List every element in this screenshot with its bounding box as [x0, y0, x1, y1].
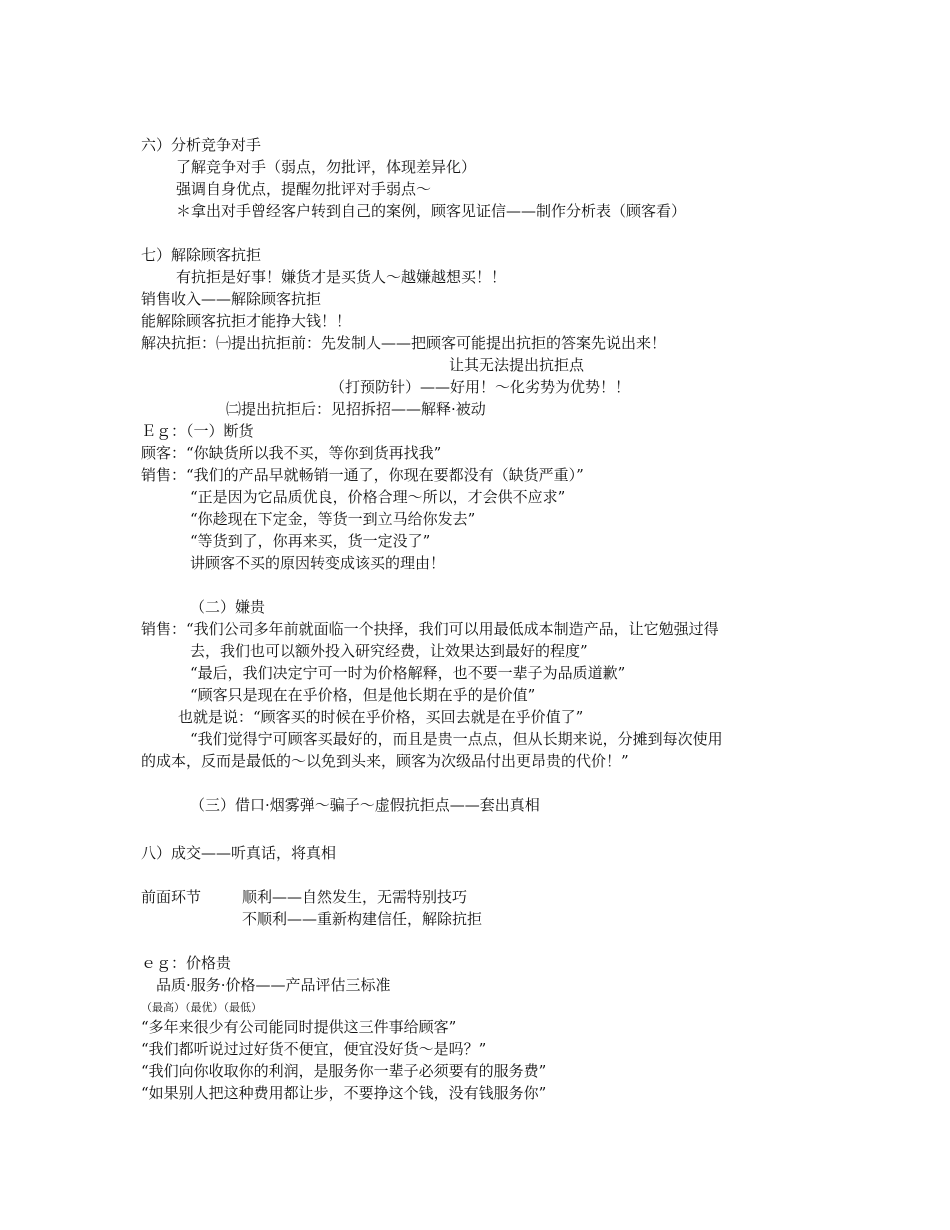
text-line: 能解除顾客抗拒才能挣大钱！！ [141, 312, 352, 330]
text-line: 品质·服务·价格——产品评估三标准 [156, 976, 391, 994]
small-note: （最高）（最优）（最低） [141, 1001, 262, 1014]
text-line: 也就是说：“顾客买的时候在乎价格，买回去就是在乎价值了” [178, 708, 584, 726]
section-8-heading: 八）成交——听真话，将真相 [141, 844, 337, 862]
example-title: ｅｇ：价格贵 [141, 954, 232, 972]
text-line: （打预防针）——好用！～化劣势为优势！！ [330, 378, 631, 396]
text-line: 不顺利——重新构建信任，解除抗拒 [242, 910, 483, 928]
text-line: “你趁现在下定金，等货一到立马给你发去” [190, 510, 476, 528]
text-line: 销售收入——解除顾客抗拒 [141, 290, 322, 308]
text-line: 有抗拒是好事！嫌货才是买货人～越嫌越想买！！ [176, 268, 507, 286]
text-line: “顾客只是现在在乎价格，但是他长期在乎的是价值” [190, 686, 536, 704]
text-line: 销售：“我们的产品早就畅销一通了，你现在要都没有（缺货严重）” [141, 466, 584, 484]
text-line: 了解竞争对手（弱点，勿批评，体现差异化） [176, 158, 477, 176]
text-line: 解决抗拒：㈠提出抗拒前：先发制人——把顾客可能提出抗拒的答案先说出来！ [141, 334, 667, 352]
text-line: “我们都听说过过好货不便宜，便宜没好货～是吗？” [141, 1040, 487, 1058]
text-line: 顺利——自然发生，无需特别技巧 [242, 888, 468, 906]
text-line: “如果别人把这种费用都让步，不要挣这个钱，没有钱服务你” [141, 1084, 547, 1102]
section-6-heading: 六）分析竞争对手 [141, 136, 262, 154]
text-line: 的成本，反而是最低的～以免到头来，顾客为次级品付出更昂贵的代价！” [141, 752, 629, 770]
text-line: ＊拿出对手曾经客户转到自己的案例，顾客见证信——制作分析表（顾客看） [176, 202, 687, 220]
text-line: “等货到了，你再来买，货一定没了” [190, 532, 431, 550]
text-line: “正是因为它品质优良，价格合理～所以，才会供不应求” [190, 488, 566, 506]
text-line: “我们向你收取你的利润，是服务你一辈子必须要有的服务费” [141, 1062, 547, 1080]
text-line: ㈡提出抗拒后：见招拆招——解释·被动 [226, 400, 486, 418]
text-line: “我们觉得宁可顾客买最好的，而且是贵一点点，但从长期来说，分摊到每次使用 [190, 730, 723, 748]
text-line: 顾客：“你缺货所以我不买，等你到货再找我” [141, 444, 442, 462]
section-7-heading: 七）解除顾客抗拒 [141, 246, 262, 264]
example-title: （二）嫌贵 [190, 598, 266, 616]
text-line: 让其无法提出抗拒点 [449, 356, 585, 374]
text-line: 去，我们也可以额外投入研究经费，让效果达到最好的程度” [190, 642, 588, 660]
example-title: （三）借口·烟雾弹～骗子～虚假抗拒点——套出真相 [190, 796, 540, 814]
text-line: “最后，我们决定宁可一时为价格解释，也不要一辈子为品质道歉” [190, 664, 626, 682]
text-line: 讲顾客不买的原因转变成该买的理由！ [190, 554, 446, 572]
text-line: 销售：“我们公司多年前就面临一个抉择，我们可以用最低成本制造产品，让它勉强过得 [141, 620, 719, 638]
text-line: 前面环节 [141, 888, 202, 906]
text-line: 强调自身优点，提醒勿批评对手弱点～ [176, 180, 432, 198]
text-line: “多年来很少有公司能同时提供这三件事给顾客” [141, 1018, 457, 1036]
example-title: Ｅｇ：（一）断货 [141, 422, 254, 440]
